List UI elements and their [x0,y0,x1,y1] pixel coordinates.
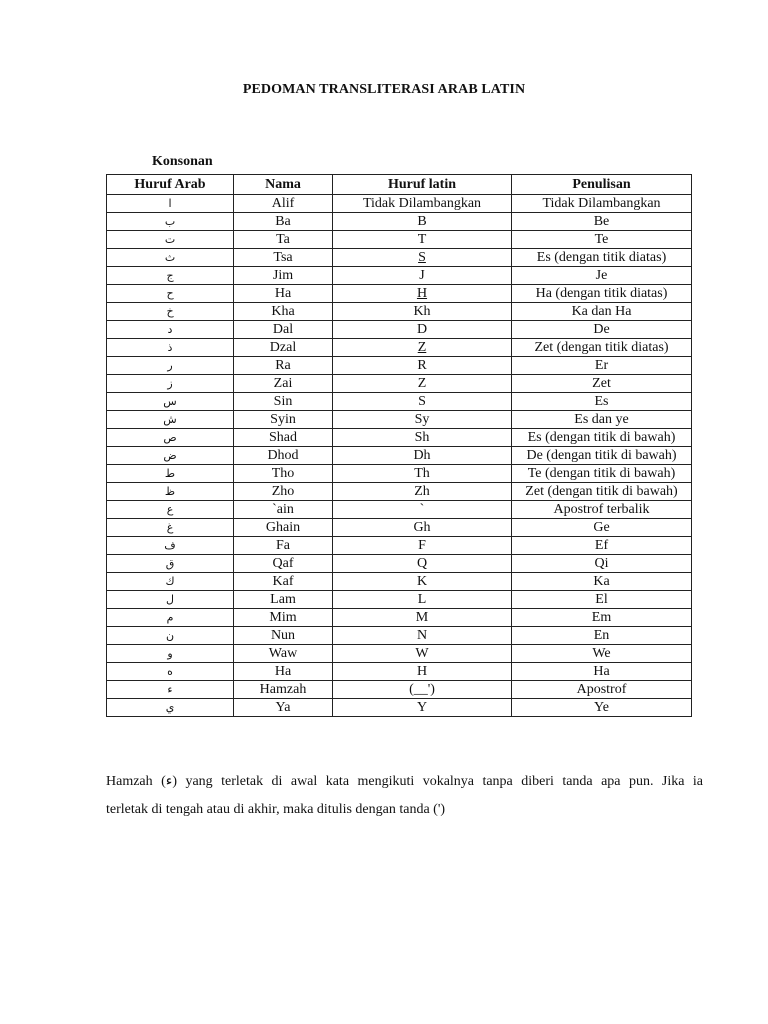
cell-huruf-latin: J [333,267,512,285]
cell-huruf-latin: R [333,357,512,375]
cell-penulisan: Ge [512,519,692,537]
table-row [107,573,692,591]
cell-penulisan: Tidak Dilambangkan [512,195,692,213]
table-row [107,609,692,627]
table-row [107,447,692,465]
cell-huruf-latin: Z [333,375,512,393]
cell-nama: Syin [234,411,333,429]
table-row [107,645,692,663]
table-row [107,555,692,573]
hamzah-note [106,768,703,824]
cell-huruf-latin: K [333,573,512,591]
cell-huruf-arab: د [107,321,234,339]
table-row [107,249,692,267]
cell-nama: Ra [234,357,333,375]
cell-huruf-latin: Zh [333,483,512,501]
cell-nama: Waw [234,645,333,663]
cell-huruf-arab: ح [107,285,234,303]
table-row [107,267,692,285]
cell-huruf-latin: (__') [333,681,512,699]
cell-huruf-arab: ق [107,555,234,573]
cell-huruf-arab: م [107,609,234,627]
cell-huruf-arab: ء [107,681,234,699]
cell-huruf-arab: ي [107,699,234,717]
table-row [107,195,692,213]
cell-huruf-arab: و [107,645,234,663]
cell-huruf-latin: D [333,321,512,339]
cell-huruf-latin: M [333,609,512,627]
cell-huruf-arab: ر [107,357,234,375]
cell-penulisan: De [512,321,692,339]
cell-huruf-arab: ث [107,249,234,267]
table-body [107,195,692,717]
cell-huruf-arab: ن [107,627,234,645]
cell-nama: Tsa [234,249,333,267]
cell-huruf-latin: Tidak Dilambangkan [333,195,512,213]
cell-nama: Fa [234,537,333,555]
table-row [107,321,692,339]
cell-nama: Kha [234,303,333,321]
cell-nama: Dzal [234,339,333,357]
cell-huruf-arab: ظ [107,483,234,501]
table-row [107,465,692,483]
cell-penulisan: Te [512,231,692,249]
section-label-konsonan: Konsonan [152,154,213,169]
cell-nama: Zai [234,375,333,393]
cell-huruf-latin: Th [333,465,512,483]
cell-huruf-latin: H [333,285,512,303]
table-row [107,519,692,537]
cell-huruf-latin: L [333,591,512,609]
cell-penulisan: Je [512,267,692,285]
cell-penulisan: Ef [512,537,692,555]
cell-huruf-latin: ` [333,501,512,519]
table-row [107,663,692,681]
cell-huruf-latin: W [333,645,512,663]
cell-nama: Tho [234,465,333,483]
header-huruf-arab: Huruf Arab [107,175,234,195]
cell-huruf-arab: ط [107,465,234,483]
table-row [107,699,692,717]
cell-huruf-arab: ل [107,591,234,609]
cell-nama: Nun [234,627,333,645]
table-row [107,411,692,429]
cell-huruf-arab: ض [107,447,234,465]
table-row [107,591,692,609]
cell-penulisan: Es (dengan titik di bawah) [512,429,692,447]
cell-penulisan: Ha [512,663,692,681]
table-row [107,501,692,519]
header-penulisan: Penulisan [512,175,692,195]
cell-penulisan: Apostrof terbalik [512,501,692,519]
cell-huruf-arab: ف [107,537,234,555]
cell-nama: Kaf [234,573,333,591]
header-huruf-latin: Huruf latin [333,175,512,195]
cell-huruf-latin: Z [333,339,512,357]
cell-nama: Sin [234,393,333,411]
cell-nama: Ha [234,285,333,303]
cell-huruf-arab: ع [107,501,234,519]
cell-penulisan: Ka [512,573,692,591]
cell-huruf-latin: F [333,537,512,555]
cell-penulisan: Zet (dengan titik diatas) [512,339,692,357]
cell-penulisan: Ha (dengan titik diatas) [512,285,692,303]
cell-huruf-latin: S [333,393,512,411]
header-nama: Nama [234,175,333,195]
cell-penulisan: We [512,645,692,663]
table-row [107,339,692,357]
cell-huruf-latin: Gh [333,519,512,537]
cell-huruf-latin: T [333,231,512,249]
transliteration-table [106,174,692,717]
cell-huruf-arab: ذ [107,339,234,357]
table-row [107,375,692,393]
cell-nama: Jim [234,267,333,285]
cell-penulisan: Zet (dengan titik di bawah) [512,483,692,501]
table-row [107,285,692,303]
cell-nama: Shad [234,429,333,447]
cell-huruf-arab: ص [107,429,234,447]
cell-huruf-arab: ا [107,195,234,213]
cell-huruf-latin: Q [333,555,512,573]
table-row [107,429,692,447]
cell-penulisan: Er [512,357,692,375]
cell-huruf-latin: N [333,627,512,645]
cell-nama: Alif [234,195,333,213]
cell-huruf-latin: B [333,213,512,231]
cell-huruf-arab: ب [107,213,234,231]
cell-penulisan: Em [512,609,692,627]
cell-penulisan: Apostrof [512,681,692,699]
cell-nama: Qaf [234,555,333,573]
cell-nama: Mim [234,609,333,627]
cell-nama: Dhod [234,447,333,465]
cell-penulisan: Be [512,213,692,231]
table-header-row [107,175,692,195]
cell-penulisan: Ye [512,699,692,717]
table-row [107,303,692,321]
cell-huruf-arab: س [107,393,234,411]
cell-penulisan: El [512,591,692,609]
table-row [107,483,692,501]
cell-huruf-arab: خ [107,303,234,321]
table-row [107,627,692,645]
cell-huruf-latin: Sh [333,429,512,447]
cell-huruf-arab: ز [107,375,234,393]
cell-penulisan: Es (dengan titik diatas) [512,249,692,267]
cell-huruf-arab: ت [107,231,234,249]
cell-huruf-latin: Kh [333,303,512,321]
cell-huruf-latin: Dh [333,447,512,465]
cell-nama: Ba [234,213,333,231]
table-row [107,681,692,699]
cell-nama: Dal [234,321,333,339]
cell-huruf-latin: Sy [333,411,512,429]
cell-nama: Ha [234,663,333,681]
cell-penulisan: Es dan ye [512,411,692,429]
cell-penulisan: De (dengan titik di bawah) [512,447,692,465]
cell-huruf-arab: ه [107,663,234,681]
cell-nama: Ghain [234,519,333,537]
cell-huruf-arab: ش [107,411,234,429]
hamzah-note-line-2: terletak di tengah atau di akhir, maka ditulis dengan tanda (') [106,802,446,817]
cell-nama: Ta [234,231,333,249]
cell-penulisan: Es [512,393,692,411]
table-row [107,537,692,555]
page-title: PEDOMAN TRANSLITERASI ARAB LATIN [242,82,526,97]
cell-huruf-latin: Y [333,699,512,717]
table-row [107,393,692,411]
cell-nama: Ya [234,699,333,717]
cell-nama: Lam [234,591,333,609]
table-row [107,213,692,231]
cell-huruf-latin: H [333,663,512,681]
cell-penulisan: Zet [512,375,692,393]
table-row [107,231,692,249]
cell-penulisan: Te (dengan titik di bawah) [512,465,692,483]
cell-penulisan: En [512,627,692,645]
cell-penulisan: Qi [512,555,692,573]
cell-huruf-arab: ك [107,573,234,591]
cell-huruf-arab: ج [107,267,234,285]
cell-huruf-arab: غ [107,519,234,537]
cell-nama: Zho [234,483,333,501]
hamzah-note-line-1: Hamzah (ء) yang terletak di awal kata mengikuti vokalnya tanpa diberi tanda apa pun. Jika ia [106,774,703,789]
table-row [107,357,692,375]
cell-nama: `ain [234,501,333,519]
cell-nama: Hamzah [234,681,333,699]
cell-penulisan: Ka dan Ha [512,303,692,321]
cell-huruf-latin: S [333,249,512,267]
